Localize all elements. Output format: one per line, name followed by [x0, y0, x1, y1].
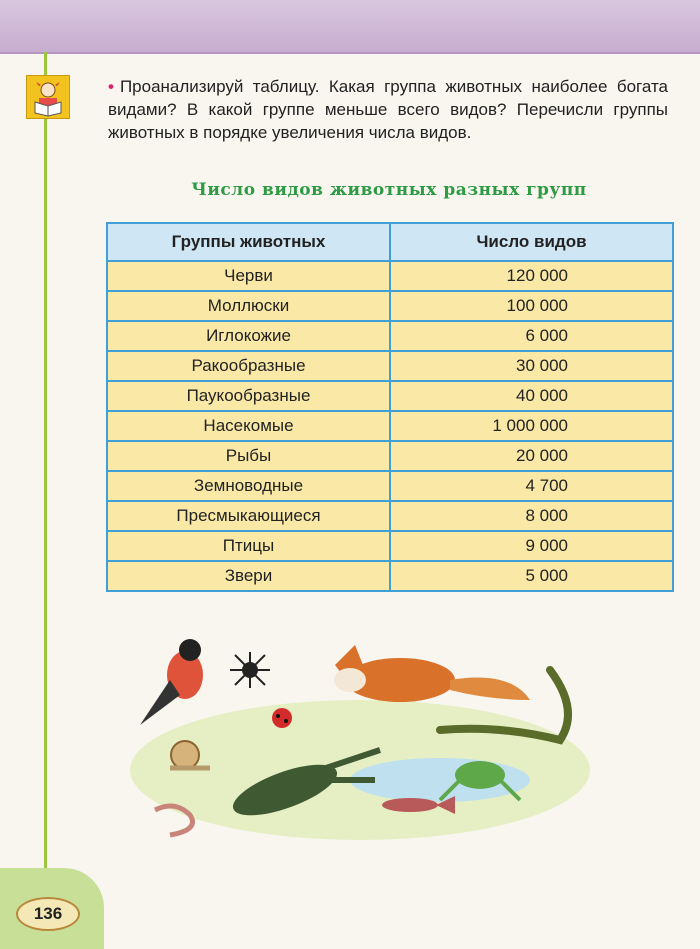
animal-group-cell: Ракообразные [107, 351, 390, 381]
species-count-cell: 30 000 [390, 351, 673, 381]
table-row [107, 441, 673, 471]
fox-icon [334, 645, 530, 702]
table-row [107, 291, 673, 321]
species-table [106, 222, 674, 592]
task-text: Проанализируй таблицу. Какая группа животных наиболее богата видами? В какой группе меньше всего видов? Перечисли группы животных в порядке увеличения числа видов. [108, 77, 668, 142]
species-count-cell: 1 000 000 [390, 411, 673, 441]
spider-icon [230, 652, 270, 688]
task-paragraph [108, 75, 668, 144]
task-bullet: • [108, 77, 114, 96]
animal-group-cell: Пресмыкающиеся [107, 501, 390, 531]
table-row [107, 561, 673, 591]
margin-rule [44, 52, 47, 882]
column-header-count: Число видов [390, 223, 673, 261]
animal-group-cell: Черви [107, 261, 390, 291]
table-title: Число видов животных разных групп [191, 180, 587, 200]
ladybug-icon [272, 708, 292, 728]
species-count-cell: 9 000 [390, 531, 673, 561]
table-row [107, 411, 673, 441]
column-header-groups: Группы животных [107, 223, 390, 261]
animal-group-cell: Земноводные [107, 471, 390, 501]
species-count-cell: 100 000 [390, 291, 673, 321]
animal-group-cell: Птицы [107, 531, 390, 561]
species-count-cell: 5 000 [390, 561, 673, 591]
table-row [107, 321, 673, 351]
animal-group-cell: Паукообразные [107, 381, 390, 411]
table-row [107, 501, 673, 531]
table-row [107, 381, 673, 411]
animal-group-cell: Насекомые [107, 411, 390, 441]
animals-illustration [110, 630, 610, 845]
page-number: 136 [16, 897, 80, 931]
table-header-row [107, 223, 673, 261]
reading-child-icon [26, 75, 70, 119]
species-count-cell: 40 000 [390, 381, 673, 411]
animal-group-cell: Иглокожие [107, 321, 390, 351]
table-row [107, 471, 673, 501]
animal-group-cell: Рыбы [107, 441, 390, 471]
species-count-cell: 6 000 [390, 321, 673, 351]
table-row [107, 261, 673, 291]
animal-group-cell: Звери [107, 561, 390, 591]
species-count-cell: 120 000 [390, 261, 673, 291]
table-row [107, 351, 673, 381]
species-count-cell: 8 000 [390, 501, 673, 531]
species-count-cell: 20 000 [390, 441, 673, 471]
bullfinch-icon [140, 639, 203, 725]
top-decorative-band [0, 0, 700, 54]
animal-group-cell: Моллюски [107, 291, 390, 321]
table-row [107, 531, 673, 561]
species-count-cell: 4 700 [390, 471, 673, 501]
